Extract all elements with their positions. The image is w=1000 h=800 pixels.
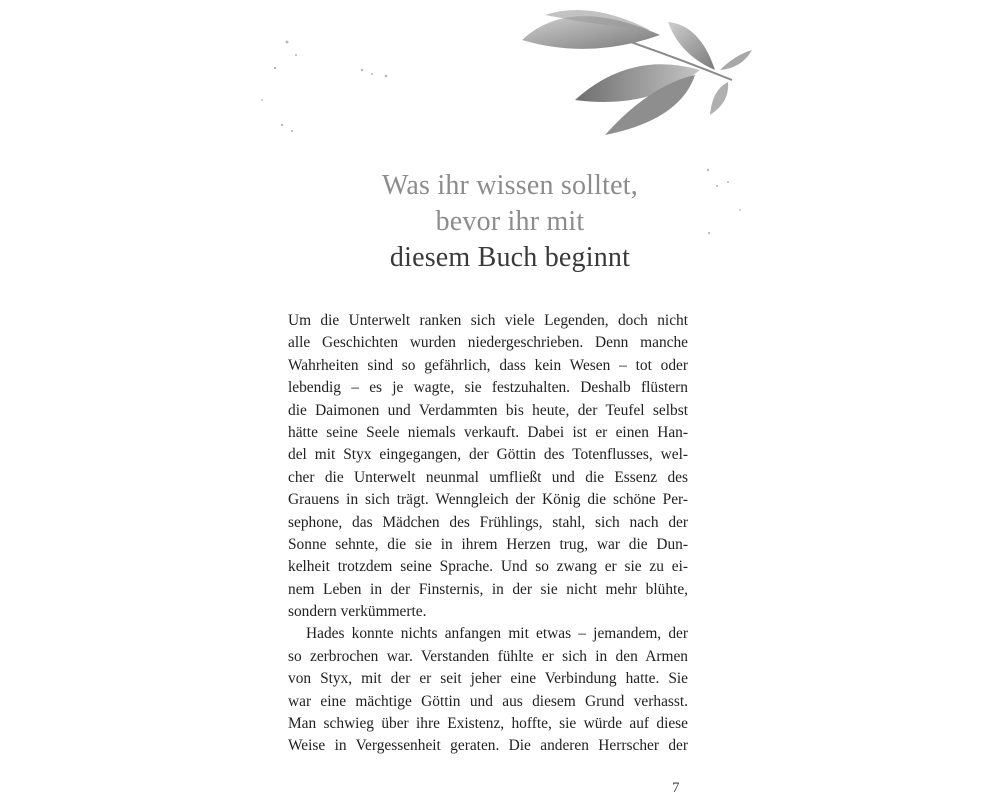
text-line: Grauens in sich trägt. Wenngleich der König die schöne Per-: [288, 491, 688, 509]
text-line: kelheit trotzdem seine Sprache. Und so zwang er sie zu ei-: [288, 558, 688, 576]
text-line: von Styx, mit der er seit jeher eine Verbindung hatte. Sie: [288, 670, 688, 688]
title-line-2: bevor ihr mit: [435, 206, 585, 237]
text-line: so zerbrochen war. Verstanden fühlte er sich in den Armen: [288, 647, 688, 665]
text-line: Wahrheiten sind so gefährlich, dass kein Wesen – tot oder: [288, 356, 688, 374]
title-line-1: Was ihr wissen solltet,: [382, 170, 638, 201]
text-line: sondern verkümmerte.: [288, 603, 427, 621]
text-line: die Daimonen und Verdammten bis heute, der Teufel selbst: [288, 401, 688, 419]
paragraph-1: [288, 310, 688, 623]
text-line: nem Leben in der Finsternis, in der sie nicht mehr blühte,: [288, 580, 688, 598]
text-line: Hades konnte nichts anfangen mit etwas – jemandem, der: [306, 625, 688, 643]
text-line: Um die Unterwelt ranken sich viele Legenden, doch nicht: [288, 312, 688, 329]
paragraph-2: [288, 623, 688, 757]
page-number: 7: [672, 780, 680, 796]
title-line-3: diesem Buch beginnt: [389, 242, 631, 273]
text-line: Weise in Vergessenheit geraten. Die anderen Herrscher der: [288, 737, 688, 755]
text-line: alle Geschichten wurden niedergeschrieben. Denn manche: [288, 334, 688, 352]
body-text: [288, 310, 688, 758]
text-line: Sonne sehnte, die sie in ihrem Herzen trug, war die Dun-: [288, 535, 688, 553]
text-line: sephone, das Mädchen des Frühlings, stahl, sich nach der: [288, 513, 688, 531]
text-line: cher die Unterwelt neunmal umfließt und die Essenz des: [288, 468, 688, 486]
chapter-title: [280, 168, 740, 276]
text-line: hätte seine Seele niemals verkauft. Dabei ist er einen Han-: [288, 423, 688, 441]
text-line: war eine mächtige Göttin und aus diesem Grund verhasst.: [288, 692, 688, 710]
text-line: lebendig – es je wagte, sie festzuhalten. Deshalb flüstern: [288, 379, 688, 397]
text-line: Man schwieg über ihre Existenz, hoffte, sie würde auf diese: [288, 715, 688, 733]
text-line: del mit Styx eingegangen, der Göttin des Totenflusses, wel-: [288, 446, 688, 464]
